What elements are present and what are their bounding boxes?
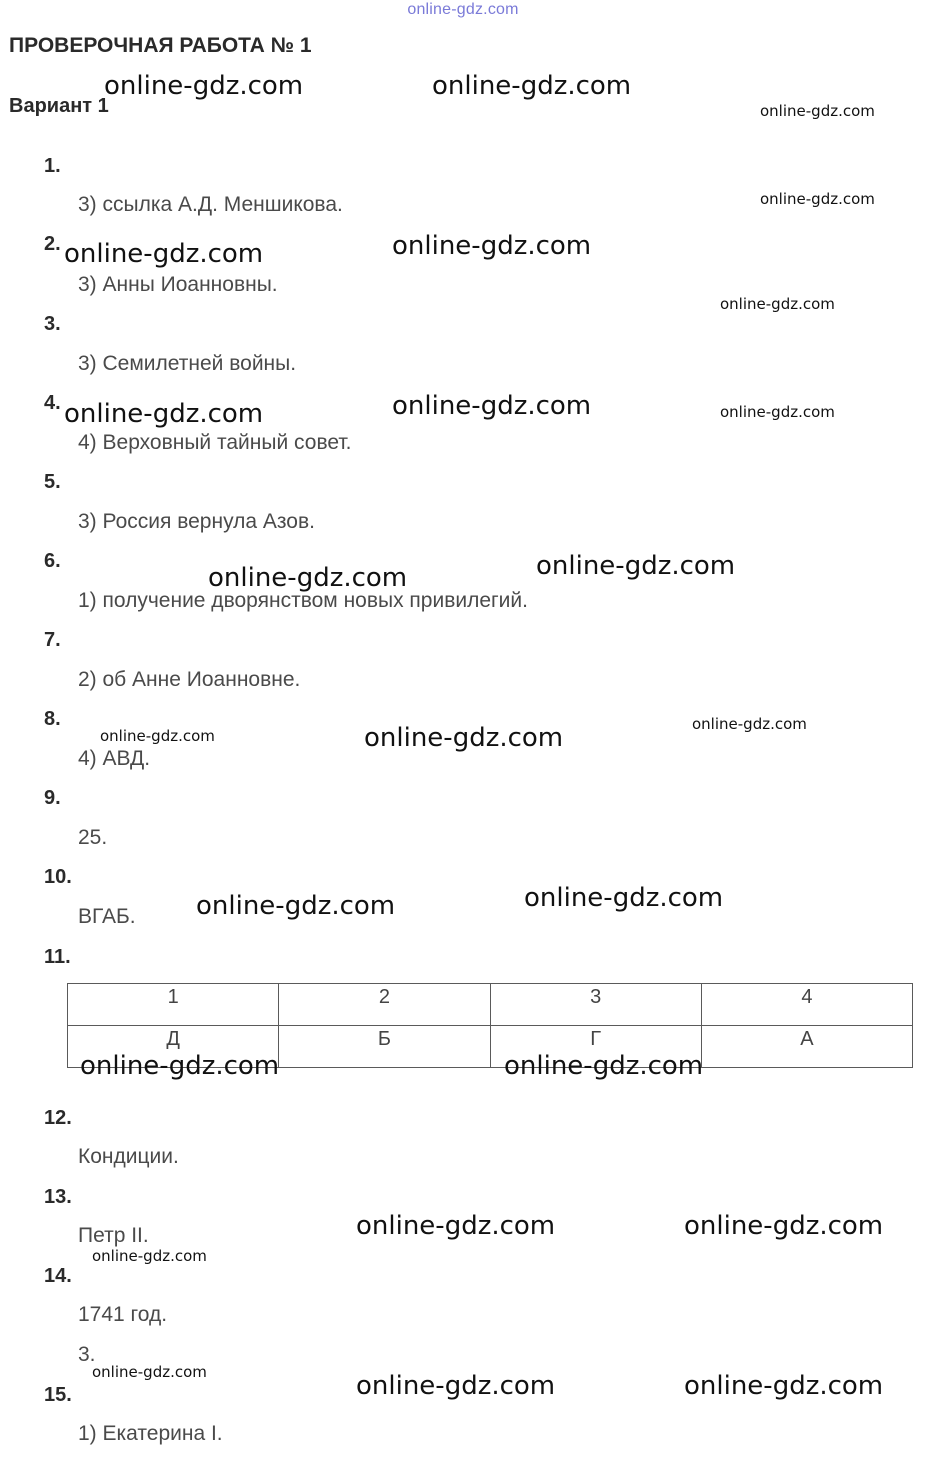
watermark: online-gdz.com bbox=[64, 239, 264, 269]
question-number: 9. bbox=[44, 787, 61, 809]
question-number: 4. bbox=[44, 392, 61, 414]
question-number: 7. bbox=[44, 629, 61, 651]
watermark: online-gdz.com bbox=[392, 391, 592, 421]
watermark: online-gdz.com bbox=[80, 1051, 280, 1081]
answer-text: 2) об Анне Иоанновне. bbox=[78, 668, 301, 691]
table-cell: А bbox=[701, 1026, 912, 1068]
answer-text: 1) получение дворянством новых привилегий. bbox=[78, 589, 528, 612]
table-cell: 3 bbox=[490, 984, 701, 1026]
question-number: 11. bbox=[44, 946, 71, 968]
watermark: online-gdz.com bbox=[92, 1247, 207, 1265]
watermark: online-gdz.com bbox=[536, 551, 736, 581]
answer-text: 3) ссылка А.Д. Меншикова. bbox=[78, 193, 343, 216]
watermark: online-gdz.com bbox=[720, 295, 835, 313]
watermark: online-gdz.com bbox=[208, 563, 408, 593]
watermark: online-gdz.com bbox=[684, 1211, 884, 1241]
answer-text: 1741 год. bbox=[78, 1303, 168, 1326]
question-number: 10. bbox=[44, 866, 72, 888]
watermark: online-gdz.com bbox=[104, 71, 304, 101]
watermark: online-gdz.com bbox=[64, 399, 264, 429]
watermark: online-gdz.com bbox=[760, 102, 875, 120]
answer-text: 4) АВД. bbox=[78, 747, 151, 770]
watermark: online-gdz.com bbox=[356, 1371, 556, 1401]
watermark: online-gdz.com bbox=[100, 727, 215, 745]
watermark: online-gdz.com bbox=[196, 891, 396, 921]
table-cell: 1 bbox=[68, 984, 279, 1026]
answer-extra-text: 3. bbox=[78, 1343, 96, 1366]
question-number: 15. bbox=[44, 1384, 72, 1406]
watermark: online-gdz.com bbox=[364, 723, 564, 753]
question-number: 5. bbox=[44, 471, 61, 493]
table-cell: 4 bbox=[701, 984, 912, 1026]
page-title: ПРОВЕРОЧНАЯ РАБОТА № 1 bbox=[9, 34, 312, 57]
watermark: online-gdz.com bbox=[524, 883, 724, 913]
question-number: 6. bbox=[44, 550, 61, 572]
answer-text: 3) Россия вернула Азов. bbox=[78, 510, 315, 533]
watermark: online-gdz.com bbox=[356, 1211, 556, 1241]
watermark: online-gdz.com bbox=[432, 71, 632, 101]
answer-text: 4) Верховный тайный совет. bbox=[78, 431, 352, 454]
question-number: 13. bbox=[44, 1186, 72, 1208]
table-cell: Д bbox=[68, 1026, 279, 1068]
table-cell: 2 bbox=[279, 984, 490, 1026]
answer-text: Петр II. bbox=[78, 1224, 149, 1247]
answer-text: ВГАБ. bbox=[78, 905, 136, 928]
question-number: 12. bbox=[44, 1107, 72, 1129]
question-number: 1. bbox=[44, 155, 61, 177]
watermark: online-gdz.com bbox=[720, 403, 835, 421]
watermark: online-gdz.com bbox=[504, 1051, 704, 1081]
table-header-row bbox=[68, 984, 913, 1026]
watermark: online-gdz.com bbox=[684, 1371, 884, 1401]
table-cell: Б bbox=[279, 1026, 490, 1068]
table-cell: Г bbox=[490, 1026, 701, 1068]
question-number: 8. bbox=[44, 708, 61, 730]
watermark: online-gdz.com bbox=[92, 1363, 207, 1381]
answer-text: Кондиции. bbox=[78, 1145, 179, 1168]
answer-text: 25. bbox=[78, 826, 108, 849]
variant-heading: Вариант 1 bbox=[9, 95, 109, 117]
answer-text: 1) Екатерина I. bbox=[78, 1422, 223, 1445]
watermark: online-gdz.com bbox=[760, 190, 875, 208]
watermark: online-gdz.com bbox=[692, 715, 807, 733]
watermark: online-gdz.com bbox=[392, 231, 592, 261]
question-number: 14. bbox=[44, 1265, 72, 1287]
question-number: 2. bbox=[44, 233, 61, 255]
answer-text: 3) Семилетней войны. bbox=[78, 352, 297, 375]
answer-text: 3) Анны Иоанновны. bbox=[78, 273, 278, 296]
question-number: 3. bbox=[44, 313, 61, 335]
site-mark: online-gdz.com bbox=[407, 1, 519, 18]
